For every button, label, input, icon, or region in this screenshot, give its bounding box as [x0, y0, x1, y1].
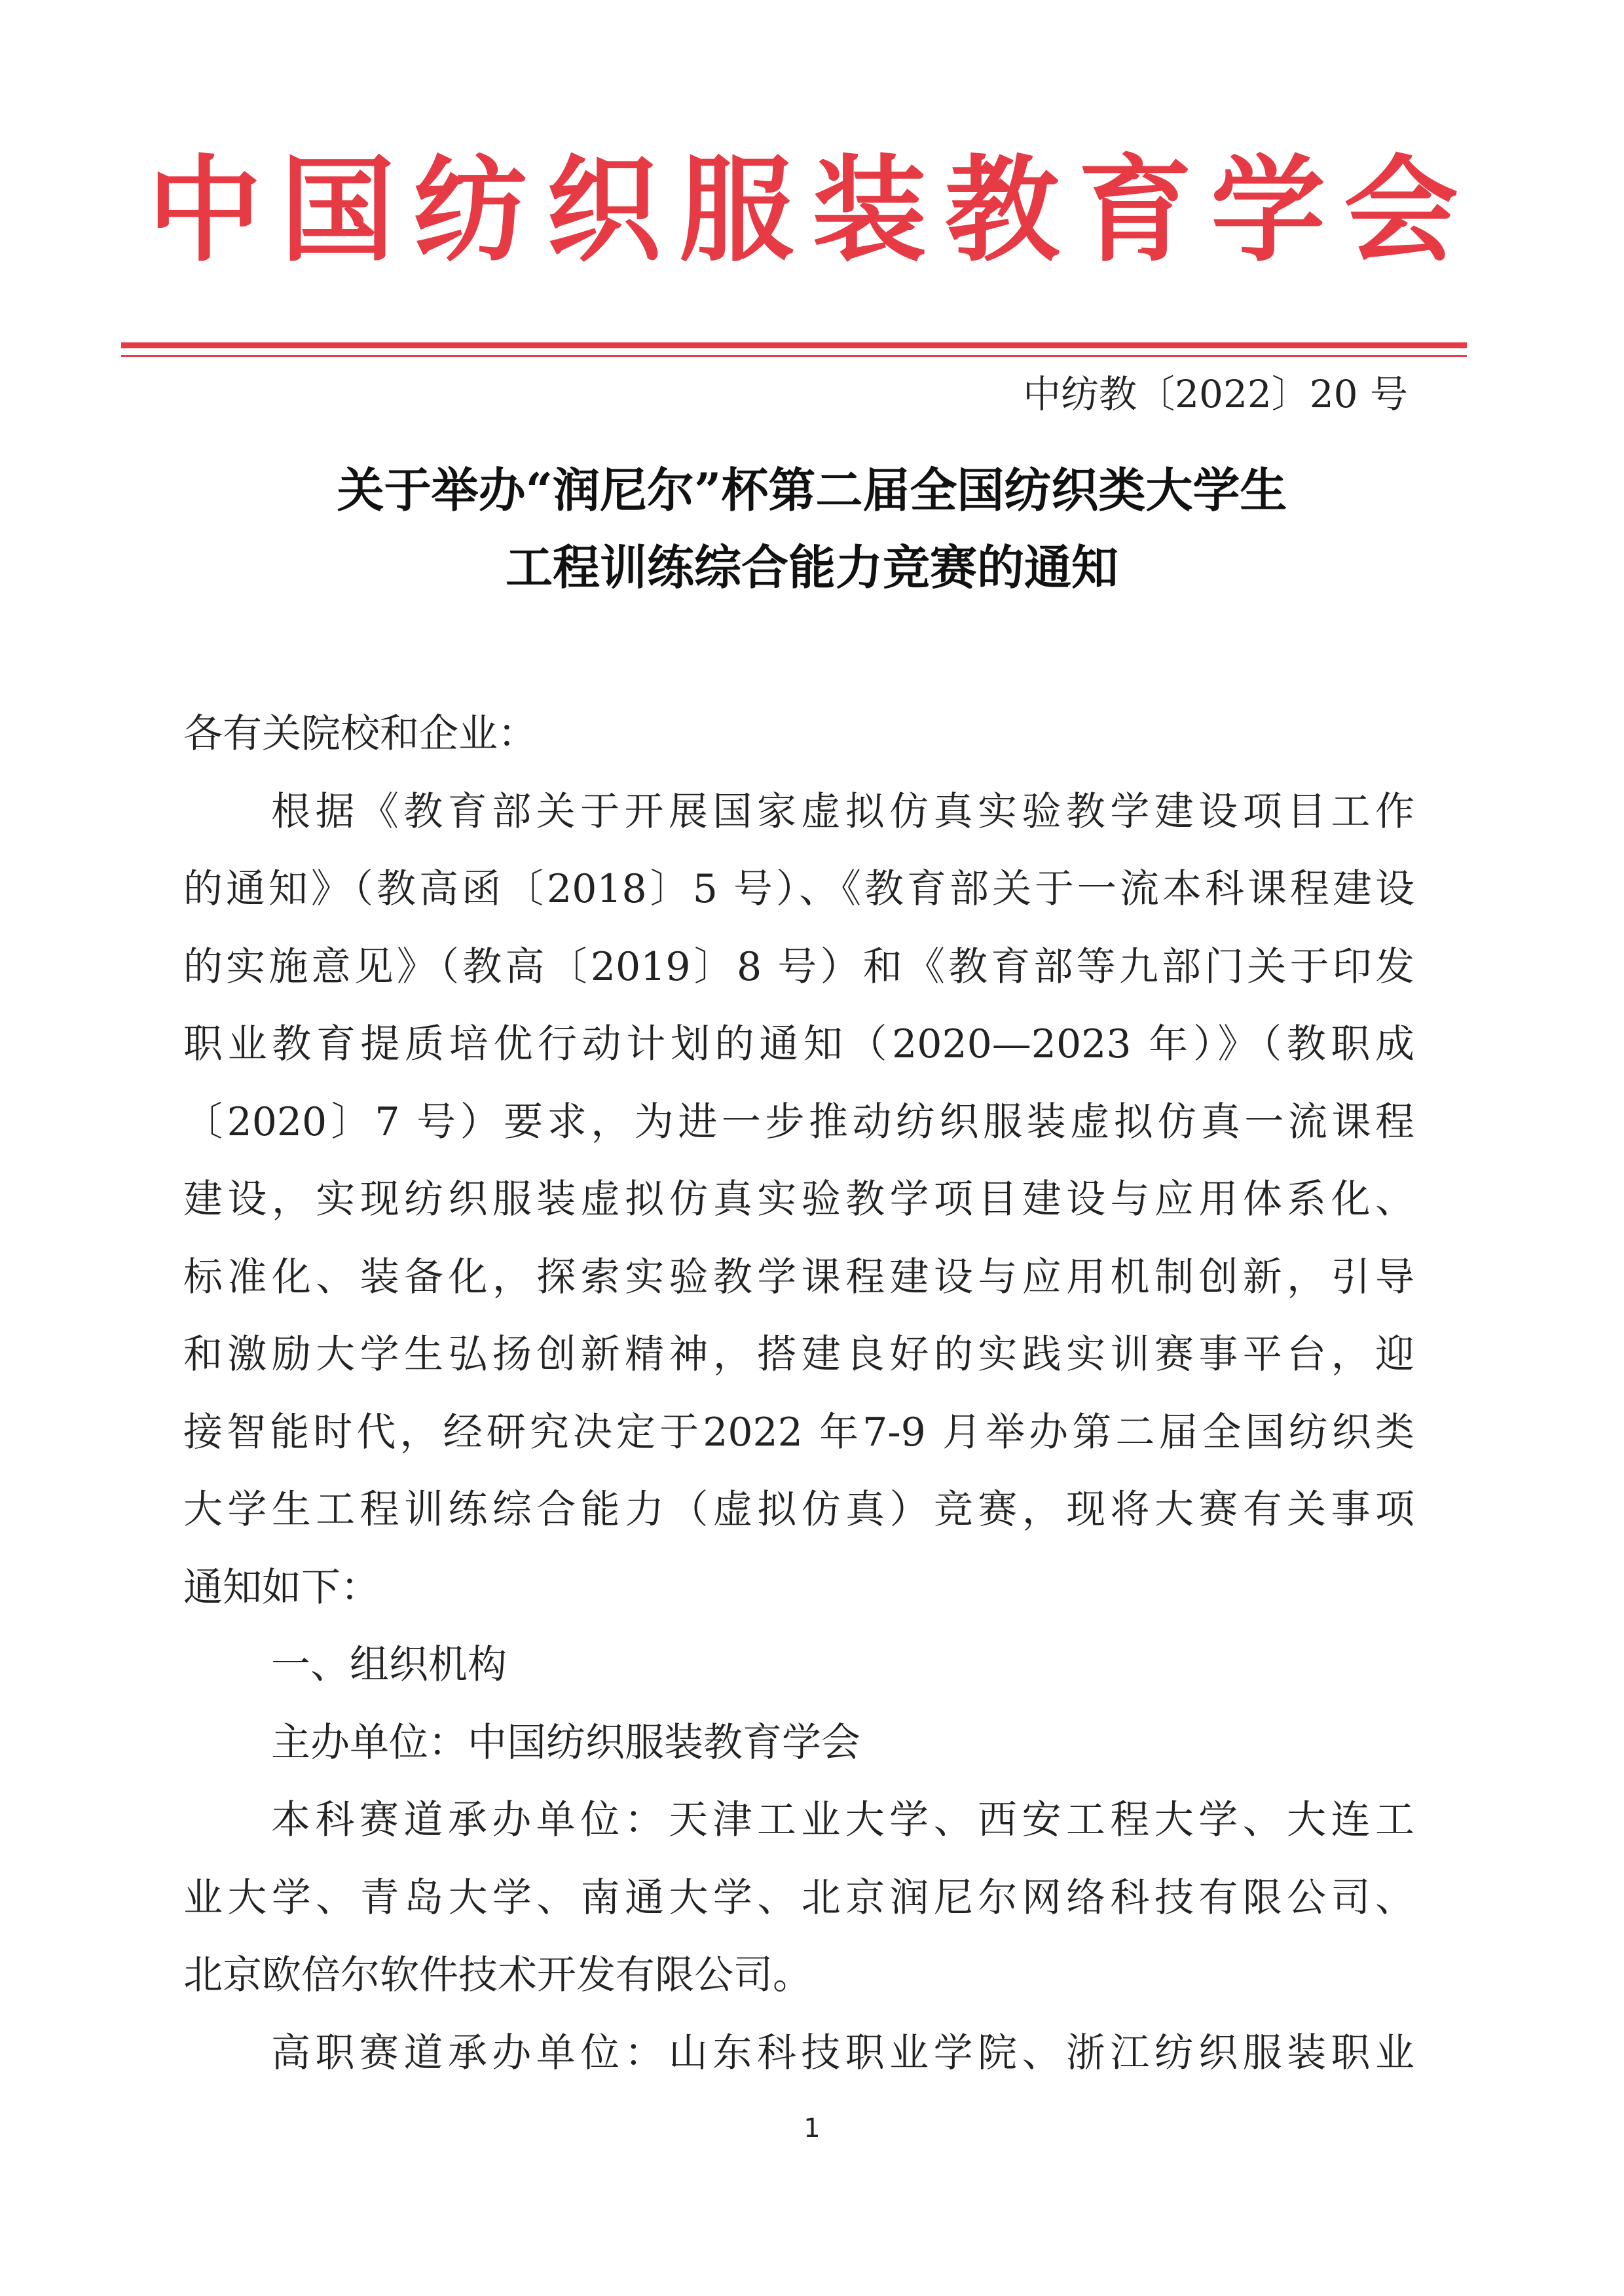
document-number: 中纺教〔2022〕20 号: [1023, 372, 1408, 416]
paragraph-line: 根据《教育部关于开展国家虚拟仿真实验教学建设项目工作: [271, 788, 1414, 835]
paragraph-line: 接智能时代，经研究决定于2022 年7-9 月举办第二届全国纺织类: [183, 1409, 1414, 1455]
notice-title: [0, 452, 1624, 606]
paragraph-line: 大学生工程训练综合能力（虚拟仿真）竞赛，现将大赛有关事项: [183, 1487, 1414, 1533]
paragraph-line: 的实施意见》（教高〔2019〕8 号）和《教育部等九部门关于印发: [183, 943, 1414, 990]
paragraph-line: 本科赛道承办单位：天津工业大学、西安工程大学、大连工: [271, 1797, 1414, 1843]
paragraph-line: 标准化、装备化，探索实验教学课程建设与应用机制创新，引导: [183, 1254, 1414, 1300]
paragraph-line: 通知如下：: [183, 1564, 380, 1611]
paragraph-line: 业大学、青岛大学、南通大学、北京润尼尔网络科技有限公司、: [183, 1874, 1414, 1921]
org-masthead: 中国纺织服装教育学会: [147, 145, 1477, 278]
title-line-1: 关于举办“润尼尔”杯第二届全国纺织类大学生: [337, 462, 1287, 518]
paragraph-line: 建设，实现纺织服装虚拟仿真实验教学项目建设与应用体系化、: [183, 1176, 1414, 1222]
paragraph-line: 高职赛道承办单位：山东科技职业学院、浙江纺织服装职业: [271, 2030, 1414, 2076]
paragraph-line: 和激励大学生弘扬创新精神，搭建良好的实践实训赛事平台，迎: [183, 1332, 1414, 1377]
host-line: 主办单位：中国纺织服装教育学会: [271, 1719, 860, 1766]
paragraph-line: 的通知》（教高函〔2018〕5 号）、《教育部关于一流本科课程建设: [183, 866, 1414, 912]
paragraph-line: 北京欧倍尔软件技术开发有限公司。: [183, 1952, 812, 1998]
page-number: 1: [803, 2113, 821, 2143]
title-line-2: 工程训练综合能力竞赛的通知: [505, 539, 1118, 595]
notice-body: [183, 695, 1414, 2092]
salutation: 各有关院校和企业：: [183, 711, 537, 757]
red-rule-thin: [121, 355, 1467, 357]
paragraph-line: 职业教育提质培优行动计划的通知（2020—2023 年）》（教职成: [183, 1021, 1414, 1067]
section-heading: 一、组织机构: [271, 1642, 507, 1688]
paragraph-line: 〔2020〕7 号）要求，为进一步推动纺织服装虚拟仿真一流课程: [183, 1099, 1414, 1145]
red-rule-thick: [121, 342, 1467, 348]
